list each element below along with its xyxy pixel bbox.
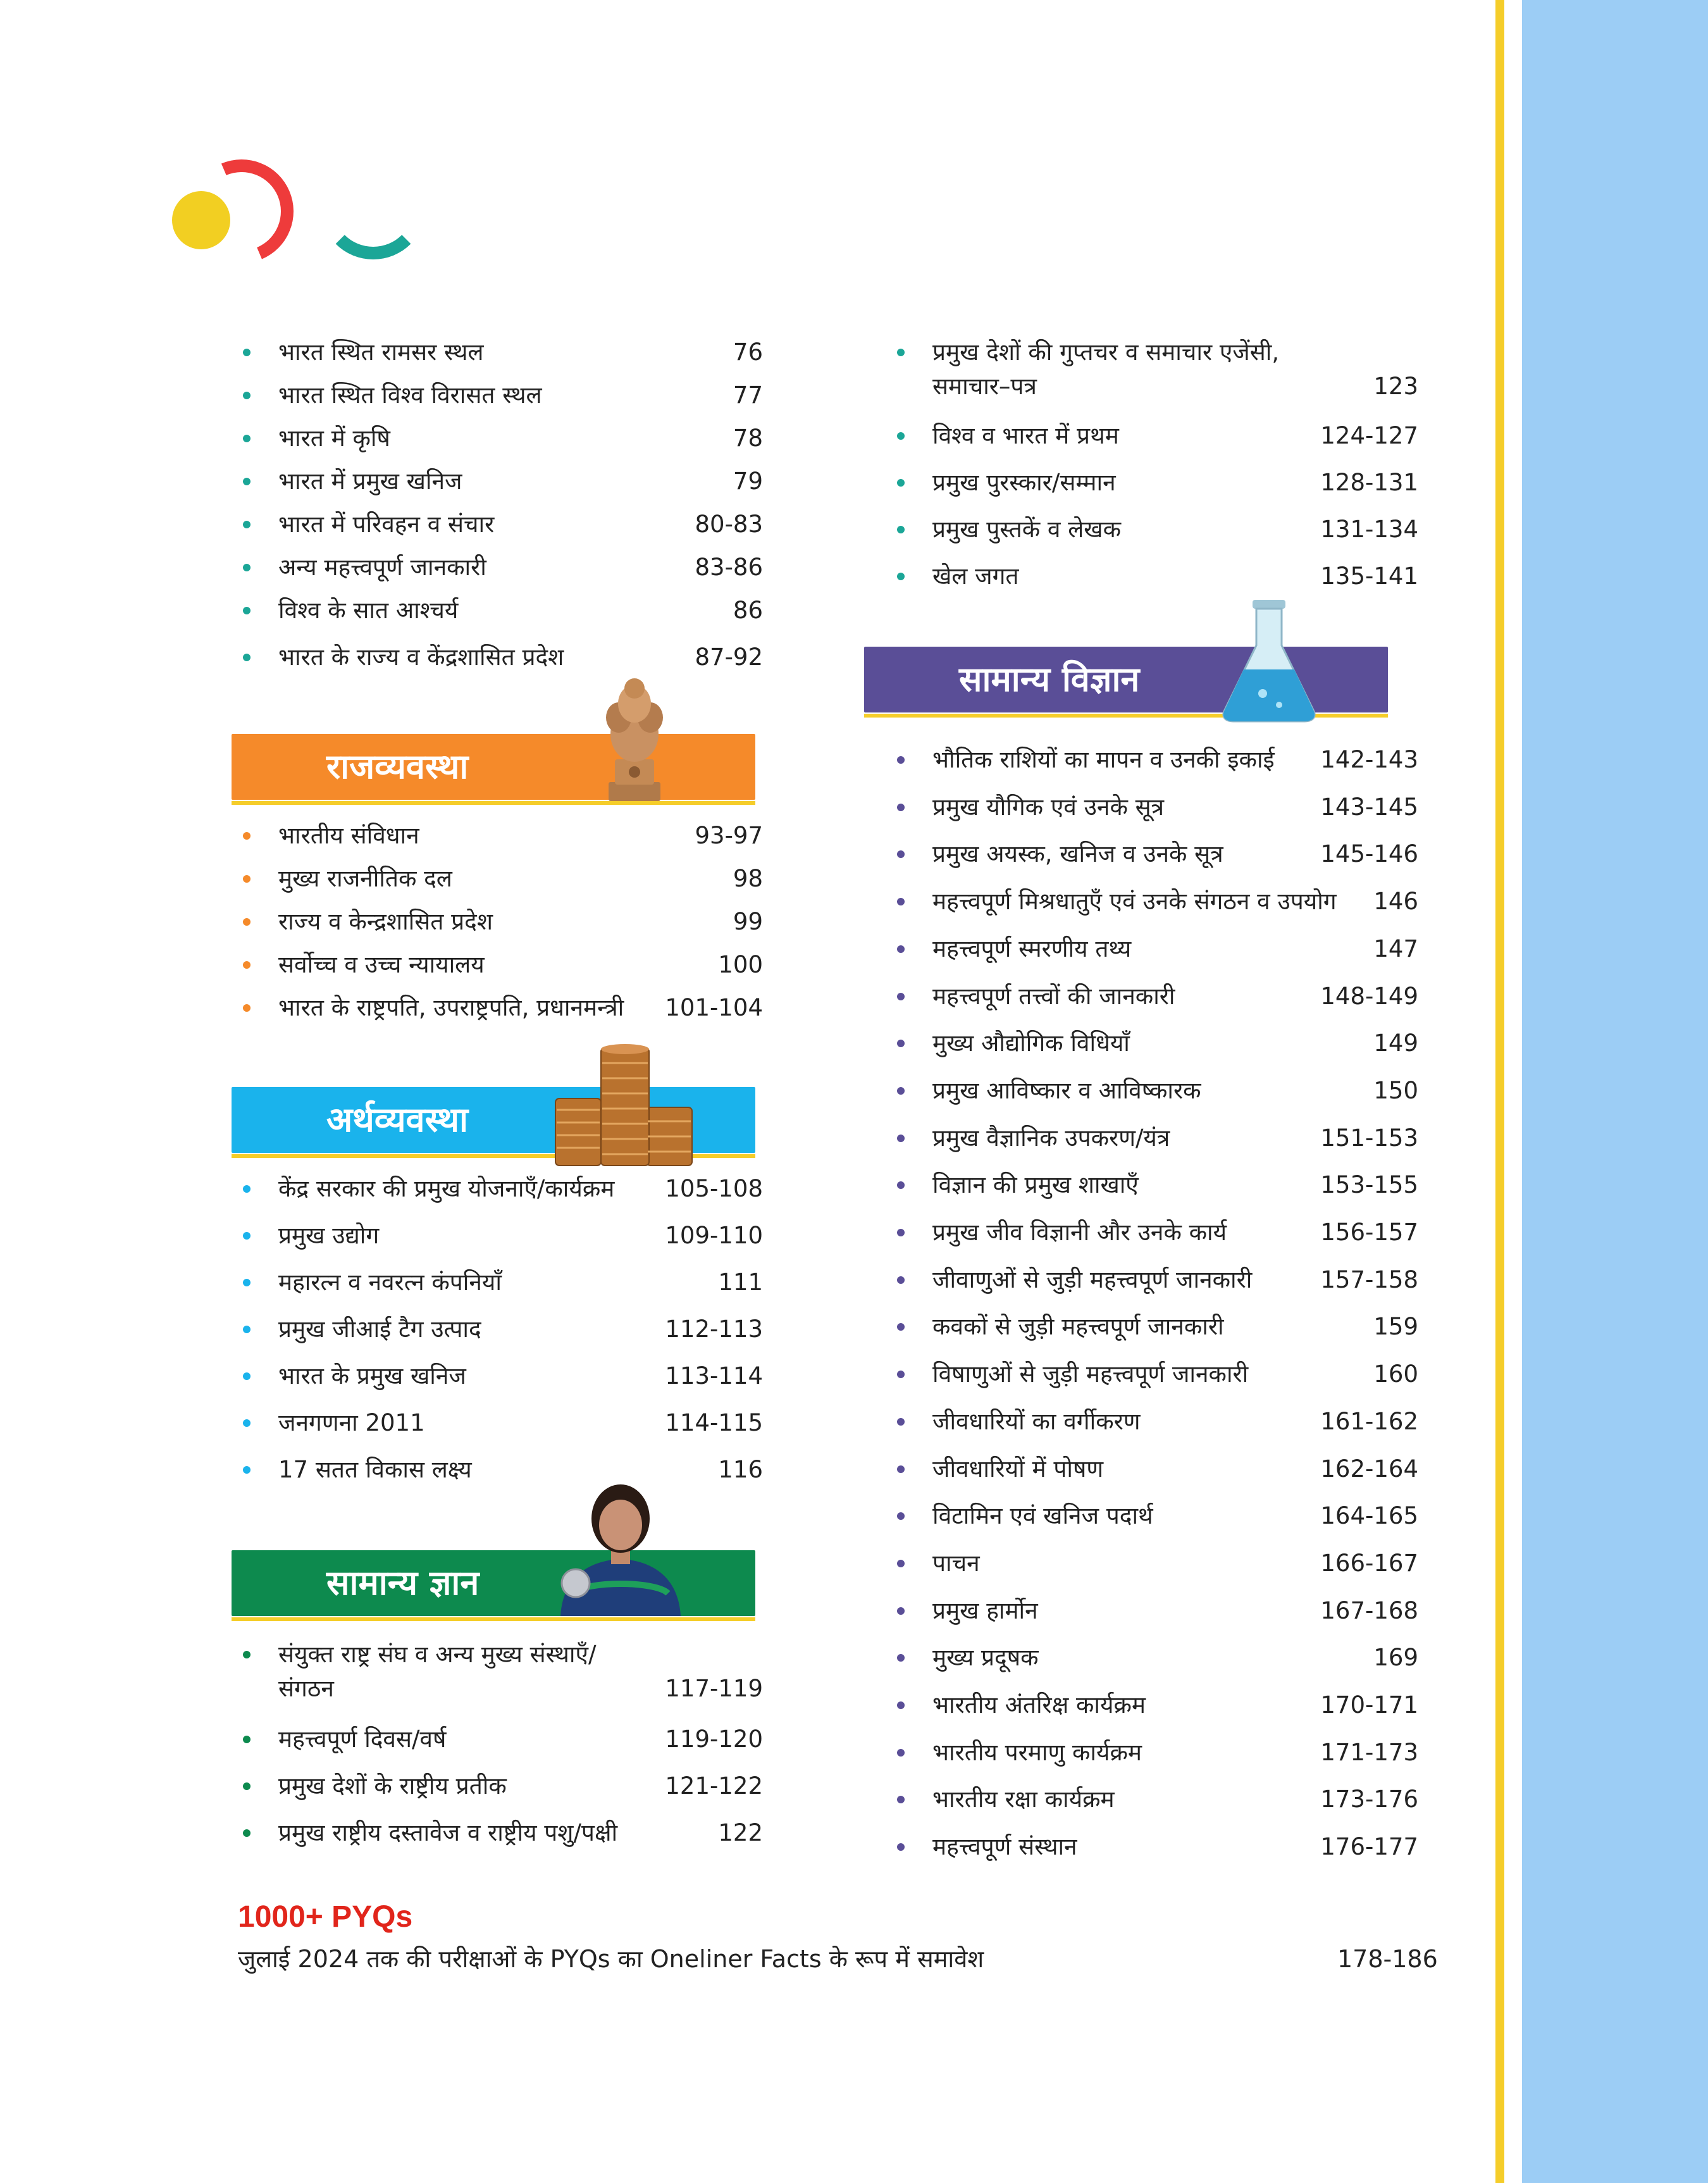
toc-entry-title: जनगणना 2011 bbox=[278, 1409, 425, 1436]
toc-entry-page: 170-171 bbox=[1320, 1691, 1418, 1719]
toc-entry bbox=[897, 838, 1418, 870]
bullet-icon bbox=[243, 607, 251, 614]
toc-entry bbox=[897, 1642, 1418, 1674]
toc-entry bbox=[897, 1169, 1418, 1201]
bullet-icon bbox=[243, 392, 251, 399]
toc-entry-page: 164-165 bbox=[1320, 1502, 1418, 1530]
toc-entry bbox=[897, 337, 1418, 402]
toc-entry-title: 17 सतत विकास लक्ष्य bbox=[278, 1456, 472, 1483]
toc-entry-title: भारत में कृषि bbox=[278, 425, 390, 452]
toc-entry bbox=[243, 992, 763, 1024]
toc-entry-title: भारतीय रक्षा कार्यक्रम bbox=[932, 1786, 1115, 1813]
toc-entry bbox=[897, 1737, 1418, 1769]
pyq-page-range: 178-186 bbox=[1337, 1945, 1438, 1973]
bullet-icon bbox=[897, 1749, 905, 1757]
bullet-icon bbox=[243, 564, 251, 571]
toc-entry-title: अन्य महत्त्वपूर्ण जानकारी bbox=[278, 554, 486, 581]
gk-banner-title: सामान्य ज्ञान bbox=[326, 1563, 480, 1603]
toc-entry-page: 131-134 bbox=[1320, 516, 1418, 543]
bullet-icon bbox=[897, 1843, 905, 1851]
toc-entry bbox=[897, 1264, 1418, 1296]
toc-entry-page: 114-115 bbox=[665, 1409, 763, 1436]
science-banner bbox=[864, 647, 1388, 712]
toc-entry bbox=[897, 561, 1418, 592]
bullet-icon bbox=[897, 479, 905, 487]
polity-banner-title: राजव्यवस्था bbox=[326, 747, 469, 787]
toc-entry bbox=[243, 423, 763, 454]
toc-entry bbox=[897, 1217, 1418, 1248]
toc-entry-page: 156-157 bbox=[1320, 1219, 1418, 1246]
flask-icon bbox=[1218, 599, 1320, 723]
toc-entry-title: प्रमुख देशों के राष्ट्रीय प्रतीक bbox=[278, 1772, 507, 1800]
blue-margin-strip bbox=[1522, 0, 1708, 2183]
bullet-icon bbox=[243, 349, 251, 356]
toc-entry-title: प्रमुख पुरस्कार/सम्मान bbox=[932, 469, 1116, 496]
bullet-icon bbox=[243, 1185, 251, 1193]
toc-entry-page: 93-97 bbox=[695, 822, 763, 849]
bullet-icon bbox=[243, 961, 251, 969]
toc-entry bbox=[897, 981, 1418, 1012]
toc-entry bbox=[243, 552, 763, 583]
athlete-medal-photo bbox=[548, 1479, 693, 1616]
toc-entry-title: प्रमुख हार्मोन bbox=[932, 1596, 1038, 1624]
bullet-icon bbox=[243, 1419, 251, 1427]
toc-entry-title: प्रमुख आविष्कार व आविष्कारक bbox=[932, 1076, 1201, 1104]
toc-entry bbox=[897, 1359, 1418, 1390]
toc-entry-page: 99 bbox=[733, 908, 763, 935]
economy-banner bbox=[232, 1087, 755, 1153]
toc-entry-title: महारत्न व नवरत्न कंपनियाँ bbox=[278, 1269, 502, 1296]
toc-entry bbox=[897, 1075, 1418, 1107]
toc-entry-page: 162-164 bbox=[1320, 1455, 1418, 1483]
bullet-icon bbox=[243, 1782, 251, 1790]
toc-entry bbox=[243, 466, 763, 497]
bullet-icon bbox=[897, 1181, 905, 1189]
toc-entry bbox=[243, 380, 763, 411]
toc-entry-title: मुख्य राजनीतिक दल bbox=[278, 865, 452, 892]
toc-entry bbox=[243, 595, 763, 626]
toc-entry bbox=[897, 1831, 1418, 1863]
toc-entry-page: 100 bbox=[718, 951, 763, 978]
bullet-icon bbox=[897, 804, 905, 811]
bullet-icon bbox=[897, 1607, 905, 1615]
toc-entry bbox=[897, 1500, 1418, 1532]
bullet-icon bbox=[243, 875, 251, 883]
bullet-icon bbox=[897, 526, 905, 533]
toc-entry bbox=[897, 1453, 1418, 1485]
toc-entry-page: 135-141 bbox=[1320, 563, 1418, 590]
pyq-description: जुलाई 2024 तक की परीक्षाओं के PYQs का Oneliner Facts के रूप में समावेश bbox=[238, 1945, 984, 1973]
toc-entry bbox=[243, 863, 763, 895]
toc-entry bbox=[243, 1360, 763, 1392]
toc-entry bbox=[897, 1595, 1418, 1627]
toc-entry bbox=[897, 792, 1418, 823]
toc-entry-title: महत्त्वपूर्ण संस्थान bbox=[932, 1833, 1077, 1861]
bullet-icon bbox=[243, 1651, 251, 1658]
toc-entry-title: प्रमुख अयस्क, खनिज व उनके सूत्र bbox=[932, 840, 1223, 868]
bullet-icon bbox=[897, 1465, 905, 1473]
toc-entry-page: 122 bbox=[718, 1819, 763, 1846]
economy-banner-title: अर्थव्यवस्था bbox=[326, 1100, 468, 1140]
toc-entry-title: प्रमुख देशों की गुप्तचर व समाचार एजेंसी, bbox=[932, 339, 1280, 366]
bullet-icon bbox=[897, 993, 905, 1000]
bullet-icon bbox=[897, 1560, 905, 1567]
toc-entry-page: 142-143 bbox=[1320, 746, 1418, 773]
toc-entry bbox=[897, 514, 1418, 545]
bullet-icon bbox=[897, 1229, 905, 1236]
bullet-icon bbox=[243, 1466, 251, 1474]
bullet-icon bbox=[897, 1371, 905, 1378]
toc-entry-page: 105-108 bbox=[665, 1175, 763, 1202]
toc-entry bbox=[243, 820, 763, 852]
toc-entry-page: 128-131 bbox=[1320, 469, 1418, 496]
toc-entry-page: 119-120 bbox=[665, 1726, 763, 1753]
toc-entry bbox=[897, 1689, 1418, 1721]
toc-entry-page: 167-168 bbox=[1320, 1596, 1418, 1624]
toc-entry-page: 117-119 bbox=[665, 1675, 763, 1702]
toc-entry-page: 109-110 bbox=[665, 1222, 763, 1249]
toc-entry-title: सर्वोच्च व उच्च न्यायालय bbox=[278, 951, 485, 978]
bullet-icon bbox=[897, 1276, 905, 1284]
toc-entry-title: भारत के राष्ट्रपति, उपराष्ट्रपति, प्रधानमन्त्री bbox=[278, 994, 624, 1021]
toc-entry bbox=[243, 949, 763, 981]
bullet-icon bbox=[243, 918, 251, 926]
toc-entry-page: 148-149 bbox=[1320, 982, 1418, 1010]
toc-entry bbox=[897, 886, 1418, 917]
bullet-icon bbox=[897, 1087, 905, 1095]
toc-entry-title: भारत स्थित रामसर स्थल bbox=[278, 339, 484, 366]
bullet-icon bbox=[897, 898, 905, 905]
bullet-icon bbox=[897, 1135, 905, 1142]
toc-entry-page: 166-167 bbox=[1320, 1549, 1418, 1577]
toc-entry bbox=[243, 1639, 763, 1705]
bullet-icon bbox=[243, 1326, 251, 1333]
toc-entry bbox=[243, 1770, 763, 1802]
toc-entry-page: 149 bbox=[1373, 1029, 1418, 1057]
toc-entry-page: 173-176 bbox=[1320, 1786, 1418, 1813]
toc-entry-page: 159 bbox=[1373, 1313, 1418, 1341]
toc-entry-page: 176-177 bbox=[1320, 1833, 1418, 1861]
bullet-icon bbox=[897, 1796, 905, 1803]
coin-stack-icon bbox=[552, 1044, 696, 1168]
toc-entry bbox=[243, 1314, 763, 1345]
toc-entry-page: 160 bbox=[1373, 1360, 1418, 1388]
toc-entry bbox=[897, 933, 1418, 965]
toc-entry-page: 124-127 bbox=[1320, 422, 1418, 449]
toc-entry-title: भौतिक राशियों का मापन व उनकी इकाई bbox=[932, 746, 1275, 773]
bullet-icon bbox=[897, 1040, 905, 1047]
toc-entry-title: भारतीय अंतरिक्ष कार्यक्रम bbox=[932, 1691, 1146, 1719]
toc-entry-page: 76 bbox=[733, 339, 763, 366]
toc-entry-page: 161-162 bbox=[1320, 1407, 1418, 1435]
toc-entry-page: 145-146 bbox=[1320, 840, 1418, 868]
toc-entry-page: 157-158 bbox=[1320, 1266, 1418, 1293]
toc-entry-page: 98 bbox=[733, 865, 763, 892]
toc-entry bbox=[897, 1548, 1418, 1579]
toc-entry-title: महत्त्वपूर्ण दिवस/वर्ष bbox=[278, 1726, 447, 1753]
bullet-icon bbox=[897, 1418, 905, 1426]
toc-entry-page: 111 bbox=[718, 1269, 763, 1296]
toc-entry-title: विषाणुओं से जुड़ी महत्त्वपूर्ण जानकारी bbox=[932, 1360, 1249, 1388]
bullet-icon bbox=[243, 521, 251, 528]
toc-entry-page: 171-173 bbox=[1320, 1738, 1418, 1766]
toc-entry-page: 116 bbox=[718, 1456, 763, 1483]
bullet-icon bbox=[243, 478, 251, 485]
gk-banner bbox=[232, 1550, 755, 1616]
toc-entry-title: विश्व व भारत में प्रथम bbox=[932, 422, 1119, 449]
toc-entry-title: खेल जगत bbox=[932, 563, 1019, 590]
bullet-icon bbox=[243, 1004, 251, 1012]
bullet-icon bbox=[243, 654, 251, 661]
bullet-icon bbox=[243, 1279, 251, 1286]
toc-entry-title: प्रमुख राष्ट्रीय दस्तावेज व राष्ट्रीय पशु/पक्षी bbox=[278, 1819, 618, 1846]
toc-entry-title: जीवाणुओं से जुड़ी महत्त्वपूर्ण जानकारी bbox=[932, 1266, 1253, 1293]
toc-entry-title: प्रमुख जीआई टैग उत्पाद bbox=[278, 1315, 481, 1343]
bullet-icon bbox=[897, 1512, 905, 1520]
bullet-icon bbox=[243, 1736, 251, 1743]
toc-entry bbox=[243, 1407, 763, 1439]
toc-entry-page: 86 bbox=[733, 597, 763, 624]
toc-entry-title: राज्य व केन्द्रशासित प्रदेश bbox=[278, 908, 493, 935]
bullet-icon bbox=[897, 1701, 905, 1709]
toc-entry-title: विश्व के सात आश्चर्य bbox=[278, 597, 459, 624]
toc-entry-title: संयुक्त राष्ट्र संघ व अन्य मुख्य संस्थाएँ/ bbox=[278, 1641, 597, 1668]
toc-entry-page: 77 bbox=[733, 382, 763, 409]
toc-entry bbox=[243, 1267, 763, 1298]
toc-entry bbox=[897, 467, 1418, 499]
toc-entry bbox=[897, 1784, 1418, 1815]
pyq-title: 1000+ PYQs bbox=[238, 1900, 413, 1934]
toc-entry-page: 150 bbox=[1373, 1076, 1418, 1104]
toc-entry bbox=[897, 1028, 1418, 1059]
toc-entry bbox=[243, 1173, 763, 1205]
bullet-icon bbox=[897, 756, 905, 764]
bullet-icon bbox=[243, 832, 251, 840]
toc-entry-title: केंद्र सरकार की प्रमुख योजनाएँ/कार्यक्रम bbox=[278, 1175, 615, 1202]
toc-entry-page: 83-86 bbox=[695, 554, 763, 581]
toc-entry-page: 101-104 bbox=[665, 994, 763, 1021]
toc-entry-page: 153-155 bbox=[1320, 1171, 1418, 1199]
bullet-icon bbox=[243, 1232, 251, 1240]
toc-entry-title: प्रमुख जीव विज्ञानी और उनके कार्य bbox=[932, 1219, 1227, 1246]
toc-entry-title: कवकों से जुड़ी महत्त्वपूर्ण जानकारी bbox=[932, 1313, 1224, 1341]
toc-entry-page: 80-83 bbox=[695, 511, 763, 538]
toc-entry-title: जीवधारियों में पोषण bbox=[932, 1455, 1104, 1483]
bullet-icon bbox=[243, 1372, 251, 1380]
toc-entry-title: प्रमुख पुस्तकें व लेखक bbox=[932, 516, 1121, 543]
toc-entry bbox=[897, 1311, 1418, 1343]
bullet-icon bbox=[897, 850, 905, 858]
toc-entry bbox=[897, 420, 1418, 452]
toc-entry-page: 113-114 bbox=[665, 1362, 763, 1390]
bullet-icon bbox=[897, 1654, 905, 1662]
toc-entry-title: महत्त्वपूर्ण स्मरणीय तथ्य bbox=[932, 935, 1132, 962]
toc-entry bbox=[897, 744, 1418, 776]
toc-entry bbox=[243, 1817, 763, 1849]
toc-entry-page: 123 bbox=[1373, 373, 1418, 400]
toc-entry-title: भारत में परिवहन व संचार bbox=[278, 511, 495, 538]
toc-entry-page: 112-113 bbox=[665, 1315, 763, 1343]
toc-entry-page: 87-92 bbox=[695, 644, 763, 671]
toc-entry bbox=[243, 1724, 763, 1755]
science-banner-title: सामान्य विज्ञान bbox=[959, 659, 1140, 699]
polity-banner-stripe bbox=[232, 801, 755, 805]
bullet-icon bbox=[243, 435, 251, 442]
toc-entry-title: जीवधारियों का वर्गीकरण bbox=[932, 1407, 1141, 1435]
toc-entry-title: भारत में प्रमुख खनिज bbox=[278, 468, 462, 495]
toc-entry-title: प्रमुख यौगिक एवं उनके सूत्र bbox=[932, 793, 1165, 821]
toc-entry-page: 121-122 bbox=[665, 1772, 763, 1800]
toc-entry-title: विज्ञान की प्रमुख शाखाएँ bbox=[932, 1171, 1139, 1199]
bullet-icon bbox=[897, 573, 905, 580]
toc-entry-page: 146 bbox=[1373, 888, 1418, 916]
bullet-icon bbox=[897, 1323, 905, 1331]
bullet-icon bbox=[897, 945, 905, 953]
toc-entry-title: भारत के राज्य व केंद्रशासित प्रदेश bbox=[278, 644, 564, 671]
red-arc-icon bbox=[174, 144, 309, 278]
toc-entry-title: महत्त्वपूर्ण तत्त्वों की जानकारी bbox=[932, 982, 1175, 1010]
bullet-icon bbox=[243, 1829, 251, 1837]
toc-entry-title-continued: संगठन bbox=[278, 1675, 334, 1702]
toc-entry-page: 79 bbox=[733, 468, 763, 495]
yellow-divider-stripe bbox=[1495, 0, 1504, 2183]
toc-entry-page: 147 bbox=[1373, 935, 1418, 962]
toc-entry-page: 78 bbox=[733, 425, 763, 452]
toc-entry bbox=[243, 509, 763, 540]
toc-entry-title: भारतीय संविधान bbox=[278, 822, 419, 849]
toc-entry-title: प्रमुख उद्योग bbox=[278, 1222, 380, 1249]
teal-arc-icon bbox=[320, 153, 426, 259]
toc-entry-title: भारत के प्रमुख खनिज bbox=[278, 1362, 466, 1390]
gk-banner-stripe bbox=[232, 1617, 755, 1621]
toc-entry-title: महत्त्वपूर्ण मिश्रधातुएँ एवं उनके संगठन व उपयोग bbox=[932, 888, 1337, 916]
toc-entry bbox=[897, 1123, 1418, 1154]
toc-entry-title: मुख्य औद्योगिक विधियाँ bbox=[932, 1029, 1130, 1057]
bullet-icon bbox=[897, 349, 905, 356]
toc-entry-title: विटामिन एवं खनिज पदार्थ bbox=[932, 1502, 1153, 1530]
toc-entry-title: भारत स्थित विश्व विरासत स्थल bbox=[278, 382, 542, 409]
toc-entry-title: मुख्य प्रदूषक bbox=[932, 1644, 1039, 1672]
ashoka-emblem-icon bbox=[595, 676, 674, 806]
toc-entry bbox=[243, 337, 763, 368]
toc-entry-title-continued: समाचार–पत्र bbox=[932, 373, 1037, 400]
toc-entry bbox=[243, 906, 763, 938]
toc-entry bbox=[243, 642, 763, 673]
polity-banner bbox=[232, 734, 755, 800]
toc-entry bbox=[897, 1406, 1418, 1438]
bullet-icon bbox=[897, 432, 905, 440]
toc-entry-title: भारतीय परमाणु कार्यक्रम bbox=[932, 1738, 1142, 1766]
toc-entry-page: 143-145 bbox=[1320, 793, 1418, 821]
toc-entry-page: 169 bbox=[1373, 1644, 1418, 1672]
toc-entry-title: प्रमुख वैज्ञानिक उपकरण/यंत्र bbox=[932, 1124, 1170, 1152]
toc-entry bbox=[243, 1220, 763, 1252]
toc-entry-title: पाचन bbox=[932, 1549, 980, 1577]
toc-entry-page: 151-153 bbox=[1320, 1124, 1418, 1152]
